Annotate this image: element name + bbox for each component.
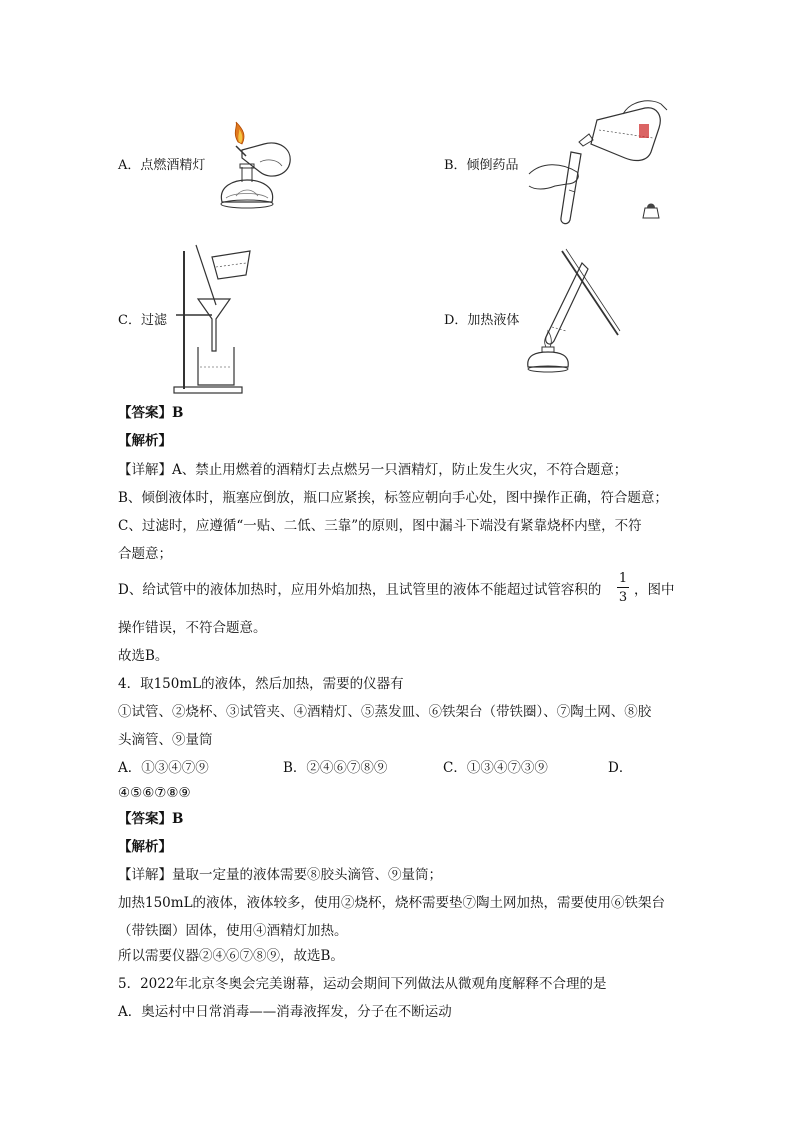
q3-detail-3: C、过滤时，应遵循“一贴、二低、三靠”的原则，图中漏斗下端没有紧靠烧杯内壁，不符 [118, 518, 642, 534]
option-c-label: C．过滤 [118, 313, 167, 328]
fraction-denominator: 3 [618, 590, 628, 605]
option-a-label: A．点燃酒精灯 [118, 158, 206, 173]
fraction-numerator: 1 [618, 571, 628, 586]
q3-detail-6: 操作错误，不符合题意。 [118, 620, 267, 636]
filtration-figure [172, 243, 262, 398]
q4-detail-3: （带铁圈）固体，使用④酒精灯加热。 [118, 923, 348, 939]
q5-option-a: A．奥运村中日常消毒——消毒液挥发，分子在不断运动 [118, 1004, 452, 1020]
q4-option-c: C．①③④⑦③⑨ [443, 760, 548, 776]
q4-stem: 4．取150mL的液体，然后加热，需要的仪器有 [118, 676, 404, 692]
q4-option-b: B．②④⑥⑦⑧⑨ [283, 760, 388, 776]
q3-detail-4: 合题意； [118, 546, 172, 562]
q3-detail-5-end: ，图中 [634, 582, 675, 598]
option-b-label: B．倾倒药品 [444, 158, 519, 173]
q3-conclusion: 故选B。 [118, 648, 169, 664]
q4-items-2: 头滴管、⑨量筒 [118, 732, 213, 748]
q4-detail-1: 【详解】量取一定量的液体需要⑧胶头滴管、⑨量筒； [118, 867, 442, 883]
q4-answer: 【答案】B [118, 811, 184, 827]
alcohol-lamp-lighting-figure [212, 122, 297, 212]
q4-detail-2: 加热150mL的液体，液体较多，使用②烧杯，烧杯需要垫⑦陶土网加热，需要使用⑥铁架台 [118, 895, 666, 911]
q3-analysis-title: 【解析】 [118, 433, 172, 449]
q3-answer: 【答案】B [118, 405, 184, 421]
fraction-bar [617, 587, 629, 588]
q4-option-d: D． [608, 760, 633, 776]
q3-detail-5: D、给试管中的液体加热时，应用外焰加热，且试管里的液体不能超过试管容积的 [118, 582, 602, 598]
q4-option-d-cont: ④⑤⑥⑦⑧⑨ [118, 785, 191, 801]
pouring-reagent-figure [527, 100, 667, 225]
heating-liquid-figure [522, 243, 622, 373]
q5-stem: 5．2022年北京冬奥会完美谢幕，运动会期间下列做法从微观角度解释不合理的是 [118, 976, 607, 992]
q4-items-1: ①试管、②烧杯、③试管夹、④酒精灯、⑤蒸发皿、⑥铁架台（带铁圈）、⑦陶土网、⑧胶 [118, 704, 652, 720]
q3-detail-2: B、倾倒液体时，瓶塞应倒放，瓶口应紧挨，标签应朝向手心处，图中操作正确，符合题意； [118, 490, 668, 506]
q4-analysis-title: 【解析】 [118, 839, 172, 855]
q4-conclusion: 所以需要仪器②④⑥⑦⑧⑨，故选B。 [118, 948, 344, 964]
q4-option-a: A．①③④⑦⑨ [118, 760, 209, 776]
option-d-label: D．加热液体 [444, 313, 520, 328]
q3-detail-1: 【详解】A、禁止用燃着的酒精灯去点燃另一只酒精灯，防止发生火灾，不符合题意； [118, 462, 628, 478]
